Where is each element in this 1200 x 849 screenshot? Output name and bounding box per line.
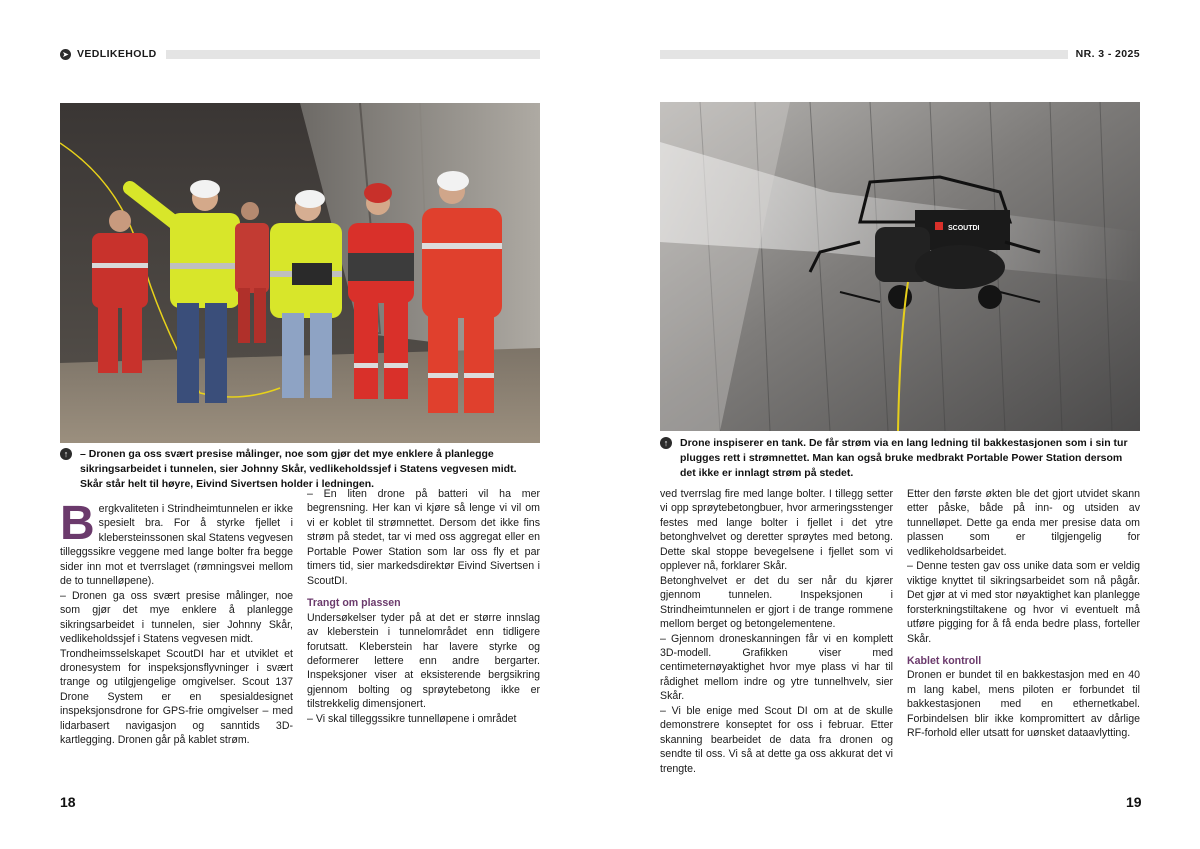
paragraph: Betonghvelvet er det du ser når du kjører gjennom tunnelen. Inspeksjonen i Strindheimtunnelen er gjort i de trange rommene mellom berget og betongelementene. bbox=[660, 574, 893, 631]
caption-text: Drone inspiserer en tank. De får strøm via en lang ledning til bakkestasjonen som i sin tur plugges rett i strømnettet. Man kan også bruke medbrakt Portable Power Station dersom det ikke er innlagt strøm på stedet. bbox=[680, 437, 1128, 479]
arrow-up-circle-icon: ↑ bbox=[60, 448, 72, 460]
article-column-4 bbox=[907, 487, 1140, 741]
paragraph: – Denne testen gav oss unike data som er veldig viktige knyttet til sikringsarbeidet som nå pågår. Det gjør at vi med stor nøyaktighet kan planlegge forsterkningstiltakene og hvor vi eventuelt må utføre pigging for å få enda bedre plass, forteller Skår. bbox=[907, 560, 1140, 645]
drone-illustration bbox=[660, 102, 1140, 431]
paragraph: Trondheimsselskapet ScoutDI har et utviklet et dronesystem for inspeksjonsflyvninger i svært trange og utilgjengelige omgivelser. Scout 137 Drone System er en spesialdesignet inspeksjonsdrone for GPS-frie omgivelser – med lidarbasert navigasjon og sanntids 3D-kartlegging. Dronen går på kablet strøm. bbox=[60, 647, 293, 747]
issue-label: NR. 3 - 2025 bbox=[1075, 48, 1140, 60]
paragraph: Dronen er bundet til en bakkestasjon med en 40 m lang kabel, mens piloten er forbundet til bakkestasjonen med en ethernetkabel. Forbindelsen blir ikke kompromittert av dårlige RF-forhold eller utsatt for uønsket dataavlytting. bbox=[907, 669, 1140, 740]
paragraph: ved tverrslag fire med lange bolter. I tillegg setter vi opp sprøytebetongbuer, hvor armeringsstenger festes med lange bolter i fjellet i det ytre betonghvelvet og deretter sprøytes med betong. Dette skal stoppe bevegelsene i fjellet som vi opplever nå, forklarer Skår. bbox=[660, 488, 893, 573]
drop-cap: B bbox=[60, 497, 95, 550]
paragraph: – Vi ble enige med Scout DI om at de skulle demonstrere konseptet for oss i februar. Etter skanning bearbeidet de data fra dronen og sendte til oss. Vi så at dette ga oss akkurat det vi trengte. bbox=[660, 704, 893, 775]
paragraph: – Vi skal tilleggssikre tunnelløpene i området bbox=[307, 712, 517, 725]
paragraph: – Dronen ga oss svært presise målinger, noe som gjør det mye enklere å planlegge sikringsarbeidet i tunnelen, sier Johnny Skår, vedlikeholdssjef i Statens vegvesen midt. bbox=[60, 589, 293, 646]
paragraph: Etter den første økten ble det gjort utvidet skann etter påske, både på inn- og utsiden av tunnelløpet. Dette ga enda mer presise data om plassen som er tilgjengelig for vedlikeholdsarbeidet. bbox=[907, 488, 1140, 558]
photo-caption bbox=[660, 436, 1140, 481]
issue-header bbox=[660, 47, 1140, 61]
intro-text: ergkvaliteten i Strindheimtunnelen er ikke spesielt bra. For å styrke fjellet i klebersteinssonen skal Statens vegvesen tilleggssikre veggene med lange bolter fra begge sider inn mot et tverrslaget (rømningsvei mellom de to tunnelløpene). bbox=[60, 503, 294, 588]
arrow-up-circle-icon: ↑ bbox=[660, 437, 672, 449]
header-rule bbox=[166, 50, 540, 59]
caption-text: – Dronen ga oss svært presise målinger, noe som gjør det mye enklere å planlegge sikringsarbeidet i tunnelen, sier Johnny Skår, vedlikeholdssjef i Statens vegvesen midt. Skår står helt til høyre, Eivind Sivertsen holder i ledningen. bbox=[80, 448, 517, 490]
subheading: Trangt om plassen bbox=[307, 597, 401, 610]
drone-logo-text: SCOUTDI bbox=[948, 225, 980, 232]
arrow-right-circle-icon: ➤ bbox=[60, 49, 71, 60]
subheading: Kablet kontroll bbox=[907, 654, 982, 667]
tunnel-team-photo bbox=[60, 103, 540, 443]
tunnel-team-illustration bbox=[60, 103, 540, 443]
article-column-1 bbox=[60, 497, 294, 748]
article-column-3 bbox=[660, 487, 893, 776]
photo-caption bbox=[60, 447, 540, 492]
section-header bbox=[60, 47, 540, 61]
intro-paragraph bbox=[60, 497, 294, 589]
section-label: VEDLIKEHOLD bbox=[77, 48, 157, 60]
right-page bbox=[600, 0, 1200, 849]
paragraph: Undersøkelser tyder på at det er større innslag av kleberstein i tunnelområdet enn tidligere forutsatt. Kleberstein har lavere styrke og deformerer lettere enn andre bergarter. Inspeksjoner viser at eksisterende bergsikring gjennom bolting og sprøytebetong ikke er tilstrekkelig dimensjonert. bbox=[307, 611, 540, 711]
header-rule bbox=[660, 50, 1068, 59]
page-number: 18 bbox=[60, 794, 76, 810]
page-number: 19 bbox=[1126, 794, 1142, 810]
article-column-2 bbox=[307, 487, 540, 726]
paragraph: – Gjennom droneskanningen får vi en komplett 3D-modell. Grafikken viser med centimeternøyaktighet hvor mye plass vi har til rådighet mellom indre og ytre tunnelhvelv, sier Skår. bbox=[660, 632, 893, 703]
drone-tank-photo bbox=[660, 102, 1140, 431]
paragraph: – En liten drone på batteri vil ha mer begrensning. Her kan vi kjøre så lenge vi vil om vi er koblet til strømnettet. Dersom det ikke fins strøm på stedet, tar vi med oss aggregat eller en Portable Power Station som lar oss fly et par timers tid, sier markedsdirektør Eivind Sivertsen i ScoutDI. bbox=[307, 488, 540, 587]
